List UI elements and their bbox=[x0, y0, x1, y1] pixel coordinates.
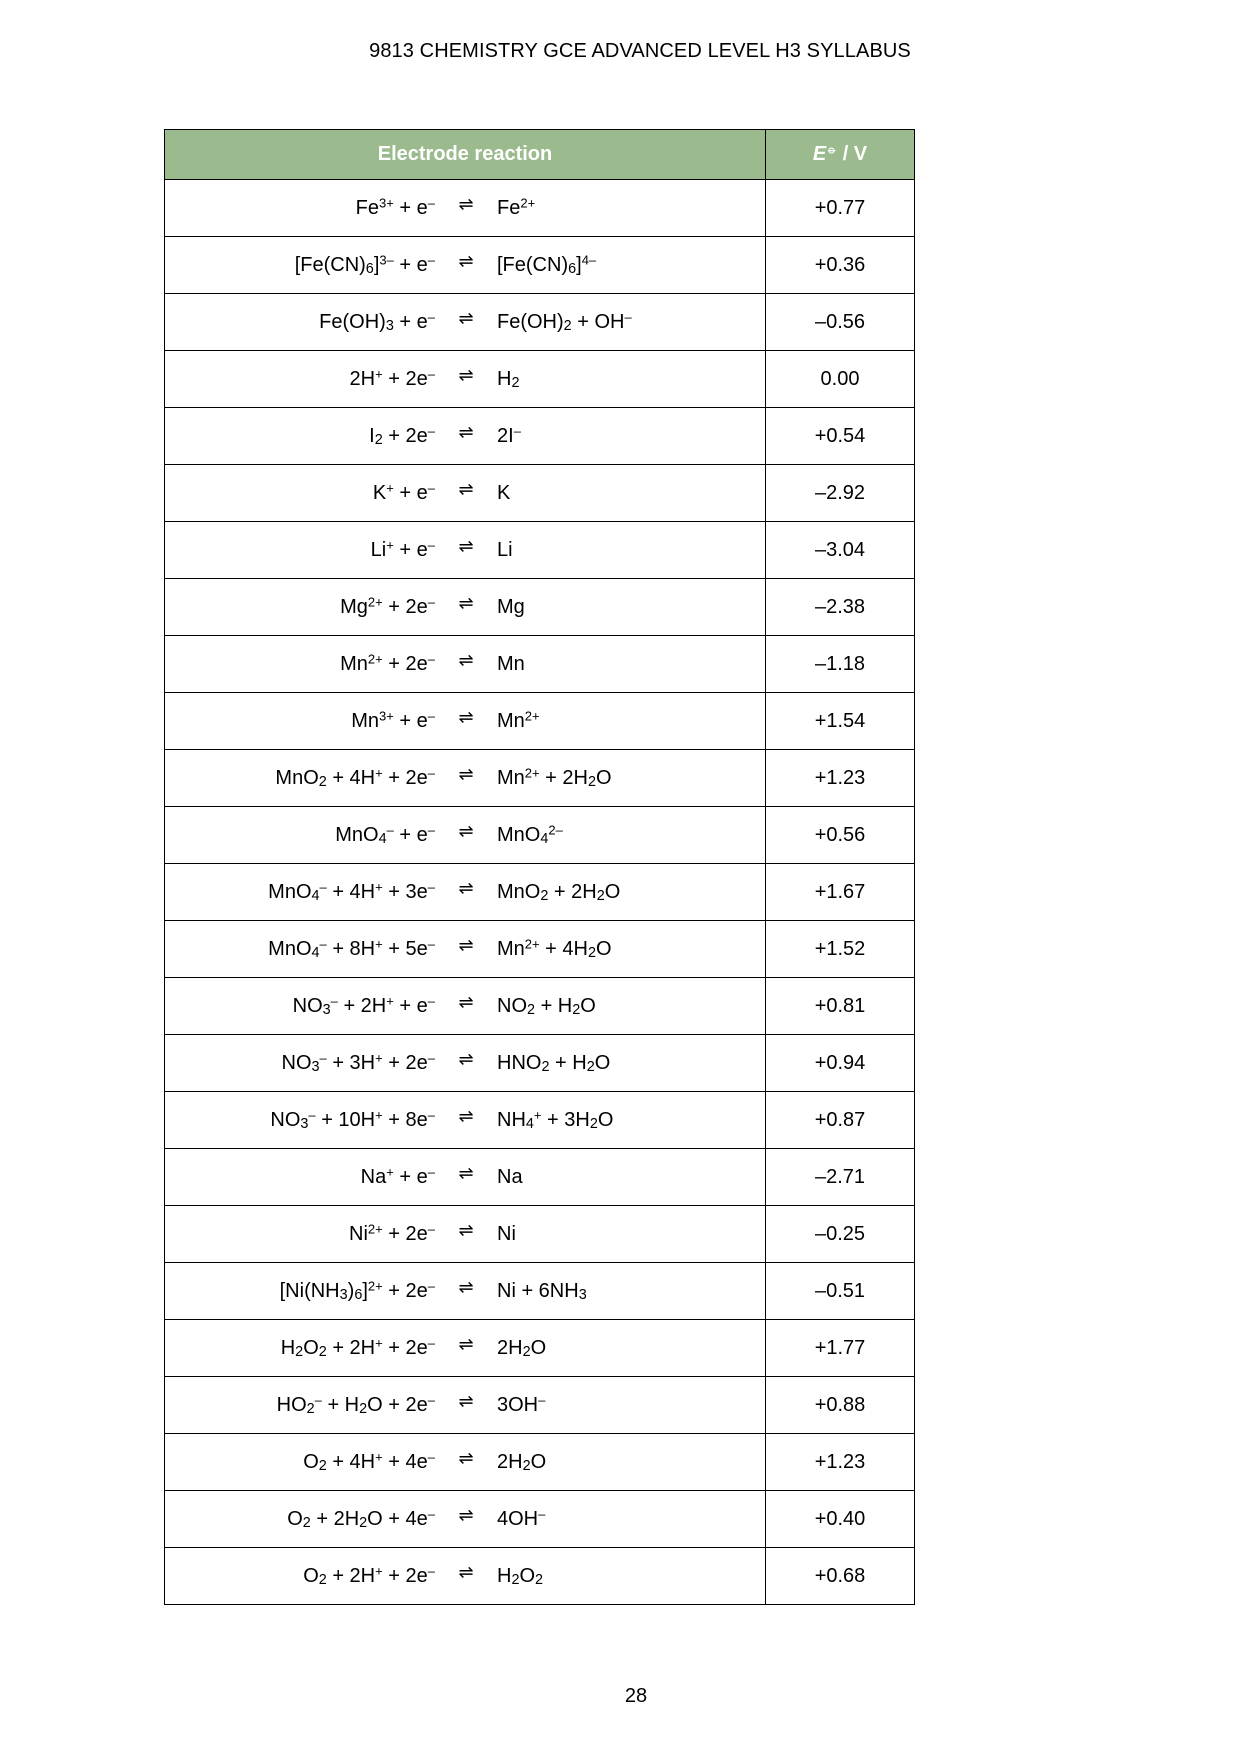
table-body bbox=[165, 180, 915, 1605]
potential-value: +0.87 bbox=[766, 1092, 915, 1149]
page-header: 9813 CHEMISTRY GCE ADVANCED LEVEL H3 SYLLABUS bbox=[369, 40, 911, 62]
reaction-lhs: MnO$_4$– + e– bbox=[335, 822, 435, 847]
table-row bbox=[165, 978, 915, 1035]
standard-state-mark: ⦵ bbox=[826, 141, 838, 157]
equilibrium-arrow-icon: ⇌ bbox=[458, 706, 474, 727]
equilibrium-arrow-icon: ⇌ bbox=[458, 421, 474, 442]
table-row bbox=[165, 1491, 915, 1548]
table-row bbox=[165, 465, 915, 522]
reaction-cell bbox=[165, 693, 766, 750]
reaction-cell bbox=[165, 1149, 766, 1206]
potential-value: +0.68 bbox=[766, 1548, 915, 1605]
potential-value: –1.18 bbox=[766, 636, 915, 693]
potential-value: +1.23 bbox=[766, 750, 915, 807]
reaction-lhs: MnO$_4$– + 8H+ + 5e– bbox=[268, 936, 435, 961]
equilibrium-arrow-icon: ⇌ bbox=[458, 1447, 474, 1468]
equilibrium-arrow-icon: ⇌ bbox=[458, 478, 474, 499]
table-row bbox=[165, 1263, 915, 1320]
reaction-rhs: $[Fe(CN)_6]^{4-}$ bbox=[497, 252, 597, 277]
potential-value: +0.36 bbox=[766, 237, 915, 294]
reaction-rhs: $HNO_2 + H_2O$ bbox=[497, 1051, 611, 1075]
reaction-cell bbox=[165, 1206, 766, 1263]
potential-value: 0.00 bbox=[766, 351, 915, 408]
reaction-rhs: $H_2$ bbox=[497, 367, 520, 391]
table-row bbox=[165, 1377, 915, 1434]
reaction-lhs: $Mg^{2+} + 2e^-$ bbox=[340, 594, 435, 618]
reaction-lhs: $[Fe(CN)_6]^{3-} + e^-$ bbox=[294, 252, 435, 277]
reaction-lhs: $NO_3^- + 10H^+ + 8e^-$ bbox=[270, 1107, 435, 1132]
reaction-cell bbox=[165, 807, 766, 864]
reaction-rhs: 4OH– bbox=[497, 1506, 546, 1530]
reaction-rhs: $MnO_2 + 2H_2O$ bbox=[497, 880, 621, 904]
electrode-potential-table bbox=[164, 129, 915, 1605]
reaction-rhs: Mn bbox=[497, 652, 525, 675]
table-row bbox=[165, 522, 915, 579]
reaction-rhs: $2H_2O$ bbox=[497, 1336, 547, 1360]
table-row bbox=[165, 807, 915, 864]
equilibrium-arrow-icon: ⇌ bbox=[458, 1276, 474, 1297]
equilibrium-arrow-icon: ⇌ bbox=[458, 934, 474, 955]
reaction-rhs: $Fe(OH)_2 + OH^-$ bbox=[497, 309, 632, 334]
equilibrium-arrow-icon: ⇌ bbox=[458, 592, 474, 613]
potential-value: –2.38 bbox=[766, 579, 915, 636]
reaction-lhs: $Mn^{3+} + e^-$ bbox=[351, 708, 435, 732]
table-row bbox=[165, 408, 915, 465]
potential-value: –2.92 bbox=[766, 465, 915, 522]
reaction-rhs: $NO_2 + H_2O$ bbox=[497, 994, 596, 1018]
reaction-rhs: 2I– bbox=[497, 423, 521, 447]
table-row bbox=[165, 864, 915, 921]
table-row bbox=[165, 180, 915, 237]
reaction-rhs: Mg bbox=[497, 595, 525, 618]
reaction-cell bbox=[165, 1263, 766, 1320]
equilibrium-arrow-icon: ⇌ bbox=[458, 1162, 474, 1183]
table-row bbox=[165, 237, 915, 294]
equilibrium-arrow-icon: ⇌ bbox=[458, 649, 474, 670]
table-header-row bbox=[165, 130, 915, 180]
potential-value: +1.23 bbox=[766, 1434, 915, 1491]
reaction-lhs: Li+ + e– bbox=[370, 537, 435, 561]
equilibrium-arrow-icon: ⇌ bbox=[458, 763, 474, 784]
potential-value: +1.77 bbox=[766, 1320, 915, 1377]
reaction-lhs: 2H+ + 2e– bbox=[349, 366, 435, 390]
equilibrium-arrow-icon: ⇌ bbox=[458, 1561, 474, 1582]
potential-value: +1.67 bbox=[766, 864, 915, 921]
reaction-rhs: $2H_2O$ bbox=[497, 1450, 547, 1474]
reaction-lhs: $[Ni(NH_3)_6]^{2+} + 2e^-$ bbox=[279, 1278, 435, 1303]
potential-value: –3.04 bbox=[766, 522, 915, 579]
reaction-cell bbox=[165, 1548, 766, 1605]
equilibrium-arrow-icon: ⇌ bbox=[458, 1333, 474, 1354]
table-row bbox=[165, 294, 915, 351]
reaction-rhs: $Mn^{2+} + 2H_2O$ bbox=[497, 765, 612, 790]
equilibrium-arrow-icon: ⇌ bbox=[458, 1048, 474, 1069]
reaction-cell bbox=[165, 579, 766, 636]
reaction-lhs: MnO$_2$ + 4H+ + 2e– bbox=[275, 765, 435, 790]
potential-value: +0.54 bbox=[766, 408, 915, 465]
reaction-lhs: $O_2 + 2H^+ + 2e^-$ bbox=[303, 1563, 435, 1588]
reaction-cell bbox=[165, 522, 766, 579]
equilibrium-arrow-icon: ⇌ bbox=[458, 193, 474, 214]
table-row bbox=[165, 1434, 915, 1491]
reaction-lhs: $O_2 + 4H^+ + 4e^-$ bbox=[303, 1449, 435, 1474]
column-header-potential bbox=[766, 130, 915, 180]
potential-value: +0.40 bbox=[766, 1491, 915, 1548]
reaction-cell bbox=[165, 1377, 766, 1434]
reaction-lhs: Na+ + e– bbox=[360, 1164, 435, 1188]
reaction-lhs: $I_2 + 2e^-$ bbox=[369, 423, 435, 448]
table-row bbox=[165, 750, 915, 807]
equilibrium-arrow-icon: ⇌ bbox=[458, 877, 474, 898]
reaction-cell bbox=[165, 351, 766, 408]
potential-unit: / V bbox=[837, 143, 868, 165]
potential-value: +0.77 bbox=[766, 180, 915, 237]
table-row bbox=[165, 1320, 915, 1377]
reaction-lhs: $HO_2^- + H_2O + 2e^-$ bbox=[276, 1392, 435, 1417]
reaction-rhs: $NH_4^+ + 3H_2O$ bbox=[497, 1107, 614, 1132]
reaction-cell bbox=[165, 237, 766, 294]
reaction-rhs: K bbox=[497, 481, 511, 504]
reaction-cell bbox=[165, 408, 766, 465]
reaction-lhs: $NO_3^- + 2H^+ + e^-$ bbox=[292, 993, 435, 1018]
table-row bbox=[165, 1206, 915, 1263]
reaction-cell bbox=[165, 1035, 766, 1092]
table-row bbox=[165, 636, 915, 693]
column-header-reaction: Electrode reaction bbox=[165, 130, 766, 180]
reaction-rhs: $H_2O_2$ bbox=[497, 1564, 544, 1588]
table-row bbox=[165, 1149, 915, 1206]
reaction-rhs: Ni bbox=[497, 1222, 516, 1245]
reaction-lhs: $NO_3^- + 3H^+ + 2e^-$ bbox=[281, 1050, 435, 1075]
table-row bbox=[165, 1092, 915, 1149]
equilibrium-arrow-icon: ⇌ bbox=[458, 1504, 474, 1525]
reaction-cell bbox=[165, 294, 766, 351]
reaction-rhs: 3OH– bbox=[497, 1392, 546, 1416]
equilibrium-arrow-icon: ⇌ bbox=[458, 364, 474, 385]
reaction-cell bbox=[165, 921, 766, 978]
table-row bbox=[165, 1035, 915, 1092]
equilibrium-arrow-icon: ⇌ bbox=[458, 307, 474, 328]
reaction-cell bbox=[165, 1491, 766, 1548]
equilibrium-arrow-icon: ⇌ bbox=[458, 820, 474, 841]
reaction-rhs: $Fe^{2+}$ bbox=[497, 195, 536, 219]
reaction-cell bbox=[165, 465, 766, 522]
reaction-cell bbox=[165, 978, 766, 1035]
potential-value: –0.25 bbox=[766, 1206, 915, 1263]
potential-value: +0.81 bbox=[766, 978, 915, 1035]
reaction-rhs: $Mn^{2+}$ bbox=[497, 708, 540, 732]
reaction-cell bbox=[165, 1320, 766, 1377]
table-row bbox=[165, 1548, 915, 1605]
reaction-cell bbox=[165, 636, 766, 693]
table-row bbox=[165, 351, 915, 408]
reaction-cell bbox=[165, 180, 766, 237]
potential-value: +0.88 bbox=[766, 1377, 915, 1434]
reaction-lhs: MnO$_4$– + 4H+ + 3e– bbox=[268, 879, 435, 904]
reaction-lhs: $Fe^{3+} + e^-$ bbox=[355, 195, 435, 219]
potential-value: +0.94 bbox=[766, 1035, 915, 1092]
reaction-rhs: MnO$_4^{2-}$ bbox=[497, 822, 563, 847]
reaction-cell bbox=[165, 1092, 766, 1149]
reaction-cell bbox=[165, 1434, 766, 1491]
equilibrium-arrow-icon: ⇌ bbox=[458, 1105, 474, 1126]
table-row bbox=[165, 579, 915, 636]
potential-value: –0.51 bbox=[766, 1263, 915, 1320]
potential-value: +1.54 bbox=[766, 693, 915, 750]
reaction-cell bbox=[165, 750, 766, 807]
reaction-lhs: $O_2 + 2H_2O + 4e^-$ bbox=[287, 1506, 435, 1531]
equilibrium-arrow-icon: ⇌ bbox=[458, 991, 474, 1012]
potential-symbol: E bbox=[812, 143, 827, 165]
equilibrium-arrow-icon: ⇌ bbox=[458, 250, 474, 271]
page-number: 28 bbox=[624, 1685, 648, 1707]
equilibrium-arrow-icon: ⇌ bbox=[458, 1390, 474, 1411]
reaction-lhs: $Fe(OH)_3 + e^-$ bbox=[319, 309, 435, 334]
potential-value: +0.56 bbox=[766, 807, 915, 864]
potential-value: +1.52 bbox=[766, 921, 915, 978]
reaction-lhs: $Ni^{2+} + 2e^-$ bbox=[349, 1221, 435, 1245]
equilibrium-arrow-icon: ⇌ bbox=[458, 535, 474, 556]
equilibrium-arrow-icon: ⇌ bbox=[458, 1219, 474, 1240]
potential-value: –2.71 bbox=[766, 1149, 915, 1206]
reaction-rhs: Na bbox=[497, 1165, 523, 1188]
reaction-rhs: $Ni + 6NH_3$ bbox=[497, 1279, 587, 1303]
reaction-lhs: $H_2O_2 + 2H^+ + 2e^-$ bbox=[280, 1335, 435, 1360]
reaction-lhs: $Mn^{2+} + 2e^-$ bbox=[340, 651, 435, 675]
reaction-rhs: $Mn^{2+} + 4H_2O$ bbox=[497, 936, 612, 961]
table-row bbox=[165, 921, 915, 978]
reaction-lhs: K+ + e– bbox=[372, 480, 435, 504]
reaction-cell bbox=[165, 864, 766, 921]
reaction-rhs: Li bbox=[497, 538, 513, 561]
potential-value: –0.56 bbox=[766, 294, 915, 351]
table-row bbox=[165, 693, 915, 750]
